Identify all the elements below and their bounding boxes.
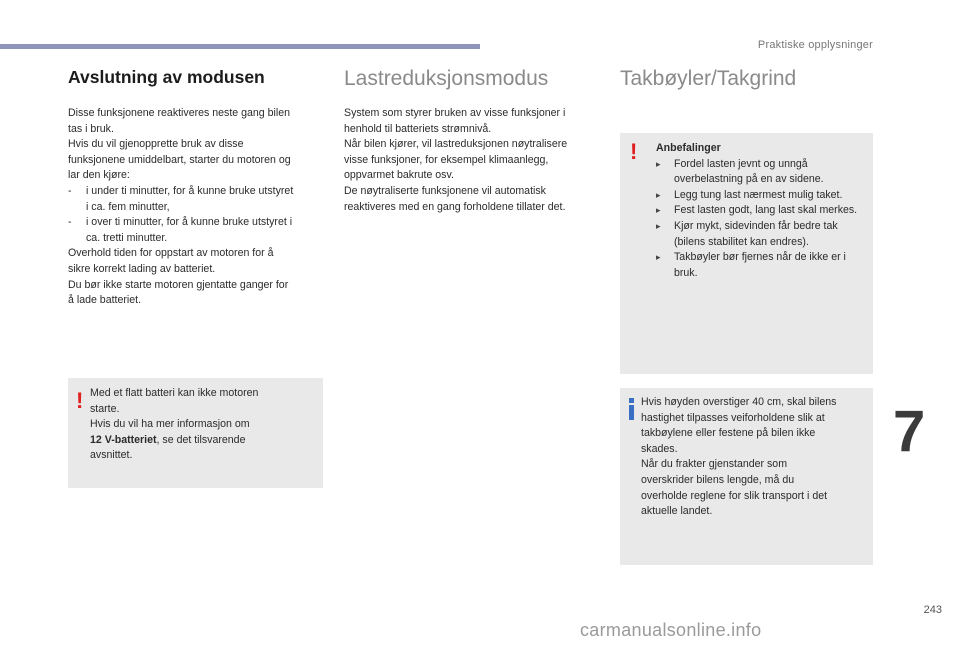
list-item — [656, 219, 867, 250]
info-text — [641, 395, 867, 520]
text-line: Hvis du vil ha mer informasjon om — [90, 418, 250, 431]
text-line: skades. — [641, 442, 678, 455]
recommendations-title: Anbefalinger — [656, 142, 721, 154]
warning-icon: ! — [76, 388, 84, 413]
text-line: reaktiveres med en gang forholdene tillater det. — [344, 200, 566, 213]
text-line: Kjør mykt, sidevinden får bedre tak — [674, 219, 838, 232]
text-line: å lade batteriet. — [68, 294, 142, 307]
warning-box-battery — [68, 378, 323, 488]
text-line: Hvis du vil gjenopprette bruk av disse — [68, 138, 244, 151]
list-item — [68, 184, 324, 215]
list-item — [68, 215, 324, 246]
arrow-bullet-icon: ▸ — [656, 220, 661, 231]
page-number: 243 — [923, 604, 942, 616]
info-box-load — [620, 388, 873, 565]
text-line: overholde reglene for slik transport i det — [641, 489, 828, 502]
text-line: Hvis høyden overstiger 40 cm, skal bilens — [641, 396, 837, 408]
text-line: aktuelle landet. — [641, 505, 713, 518]
text-line: i over ti minutter, for å kunne bruke utstyret i — [86, 216, 293, 229]
text-line: Fordel lasten jevnt og unngå — [674, 157, 808, 170]
section-title-lastreduksjon: Lastreduksjonsmodus — [344, 67, 549, 90]
info-icon-stem — [629, 405, 634, 420]
text-fragment: , se det tilsvarende — [156, 433, 246, 446]
dash-bullet: - — [68, 184, 72, 197]
section-title-takboyler: Takbøyler/Takgrind — [620, 67, 797, 90]
text-line: Du bør ikke starte motoren gjentatte ganger for — [68, 278, 289, 291]
text-line: Når bilen kjører, vil lastreduksjonen nøytralisere — [344, 138, 568, 151]
text-line: ca. tretti minutter. — [86, 231, 168, 244]
chapter-number: 7 — [893, 399, 926, 464]
text-line: overskrider bilens lengde, må du — [641, 473, 795, 486]
text-line: takbøylene eller festene på bilen ikke — [641, 427, 816, 440]
warning-text — [90, 386, 313, 464]
text-line: Fest lasten godt, lang last skal merkes. — [674, 204, 858, 217]
list-item — [656, 250, 867, 281]
text-line: henhold til batteriets strømnivå. — [344, 122, 492, 135]
text-line: oppvarmet bakrute osv. — [344, 169, 454, 182]
text-line: avsnittet. — [90, 449, 133, 462]
text-line — [90, 433, 313, 449]
section-takboyler — [620, 66, 876, 106]
arrow-bullet-icon: ▸ — [656, 189, 661, 200]
text-line: System som styrer bruken av visse funksjoner i — [344, 107, 566, 119]
text-line: De nøytraliserte funksjonene vil automatisk — [344, 184, 546, 197]
text-line: overbelastning på en av sidene. — [674, 173, 824, 186]
info-icon-dot — [629, 398, 634, 403]
text-line: Disse funksjonene reaktiveres neste gang bilen — [68, 107, 291, 119]
text-line: tas i bruk. — [68, 122, 114, 135]
arrow-bullet-icon: ▸ — [656, 205, 661, 216]
text-line: i ca. fem minutter, — [86, 200, 170, 213]
info-icon — [624, 398, 640, 420]
bold-reference: 12 V-batteriet — [90, 433, 157, 446]
recommendations-box — [620, 133, 873, 374]
text-line: funksjonene umiddelbart, starter du motoren og — [68, 153, 291, 166]
text-line: sikre korrekt lading av batteriet. — [68, 262, 216, 275]
text-line: lar den kjøre: — [68, 169, 130, 182]
text-line: visse funksjoner, for eksempel klimaanlegg, — [344, 153, 549, 166]
text-line: (bilens stabilitet kan endres). — [674, 235, 809, 248]
section-lastreduksjon — [344, 66, 600, 215]
list-item — [656, 188, 867, 204]
section-avslutning — [68, 66, 324, 309]
chapter-label: Praktiske opplysninger — [757, 39, 873, 51]
header-accent-bar — [0, 44, 480, 49]
arrow-bullet-icon: ▸ — [656, 158, 661, 169]
recommendations-text — [656, 141, 867, 281]
text-line: bruk. — [674, 266, 698, 279]
dash-bullet: - — [68, 216, 72, 229]
text-line: Takbøyler bør fjernes når de ikke er i — [674, 251, 846, 264]
text-line: starte. — [90, 402, 120, 415]
warning-icon: ! — [630, 139, 638, 164]
text-line: Med et flatt batteri kan ikke motoren — [90, 387, 259, 399]
section-body-lastreduksjon — [344, 106, 600, 215]
text-line: i under ti minutter, for å kunne bruke utstyret — [86, 184, 294, 197]
text-line: Når du frakter gjenstander som — [641, 458, 788, 471]
text-line: Legg tung last nærmest mulig taket. — [674, 188, 843, 201]
watermark: carmanualsonline.info — [580, 620, 762, 640]
arrow-bullet-icon: ▸ — [656, 252, 661, 263]
section-body-avslutning — [68, 106, 324, 309]
list-item — [656, 203, 867, 219]
text-line: hastighet tilpasses veiforholdene slik at — [641, 411, 825, 424]
text-line: Overhold tiden for oppstart av motoren for å — [68, 247, 274, 260]
list-item — [656, 157, 867, 188]
section-title-avslutning: Avslutning av modusen — [68, 67, 265, 87]
